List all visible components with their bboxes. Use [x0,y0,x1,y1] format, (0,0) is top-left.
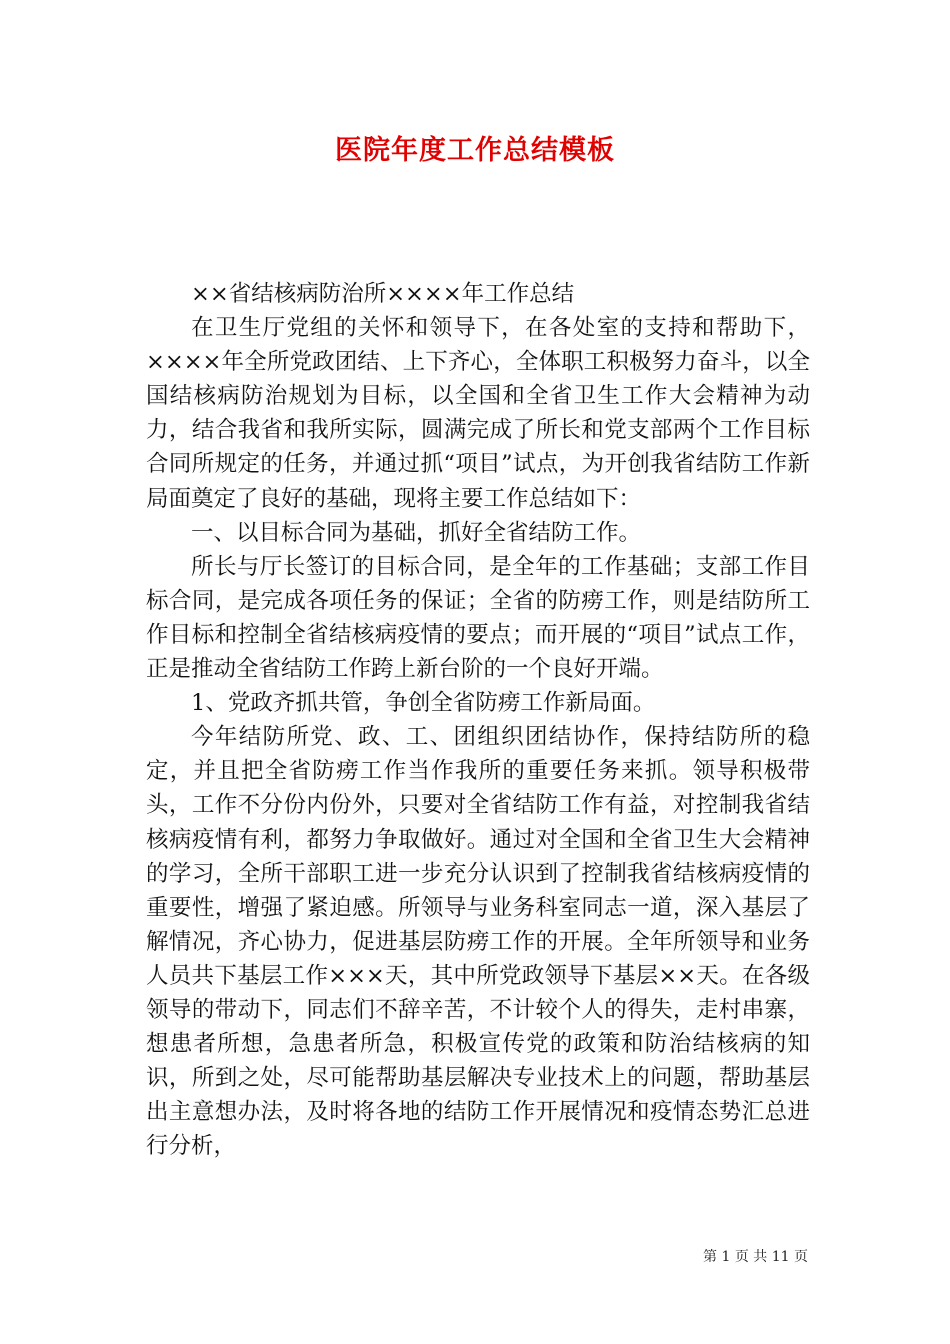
page-title: 医院年度工作总结模板 [335,135,615,166]
paragraph: 今年结防所党、政、工、团组织团结协作，保持结防所的稳定，并且把全省防痨工作当作我所的重要任务来抓。领导积极带头，工作不分份内份外，只要对全省结防工作有益，对控制我省结核病疫情有利，都努力争取做好。通过对全国和全省卫生大会精神的学习，全所干部职工进一步充分认识到了控制我省结核病疫情的重要性，增强了紧迫感。所领导与业务科室同志一道，深入基层了解情况，齐心协力，促进基层防痨工作的开展。全年所领导和业务人员共下基层工作×××天，其中所党政领导下基层××天。在各级领导的带动下，同志们不辞辛苦，不计较个人的得失，走村串寨，想患者所想，急患者所急，积极宣传党的政策和防治结核病的知识，所到之处，尽可能帮助基层解决专业技术上的问题，帮助基层出主意想办法，及时将各地的结防工作开展情况和疫情态势汇总进行分析， [146,724,810,1160]
document-body [146,277,810,1163]
paragraph: 在卫生厅党组的关怀和领导下，在各处室的支持和帮助下，××××年全所党政团结、上下齐心，全体职工积极努力奋斗，以全国结核病防治规划为目标，以全国和全省卫生工作大会精神为动力，结合我省和我所实际，圆满完成了所长和党支部两个工作目标合同所规定的任务，并通过抓“项目”试点，为开创我省结防工作新局面奠定了良好的基础，现将主要工作总结如下： [146,315,810,512]
paragraph: 1、党政齐抓共管，争创全省防痨工作新局面。 [191,690,656,717]
page-number-footer: 第 1 页 共 11 页 [703,1249,808,1265]
paragraph: 一、以目标合同为基础，抓好全省结防工作。 [191,519,642,546]
paragraph: ××省结核病防治所××××年工作总结 [191,281,575,307]
paragraph: 所长与厅长签订的目标合同，是全年的工作基础；支部工作目标合同，是完成各项任务的保证；全省的防痨工作，则是结防所工作目标和控制全省结核病疫情的要点；而开展的“项目”试点工作，正是推动全省结防工作跨上新台阶的一个良好开端。 [146,553,810,683]
